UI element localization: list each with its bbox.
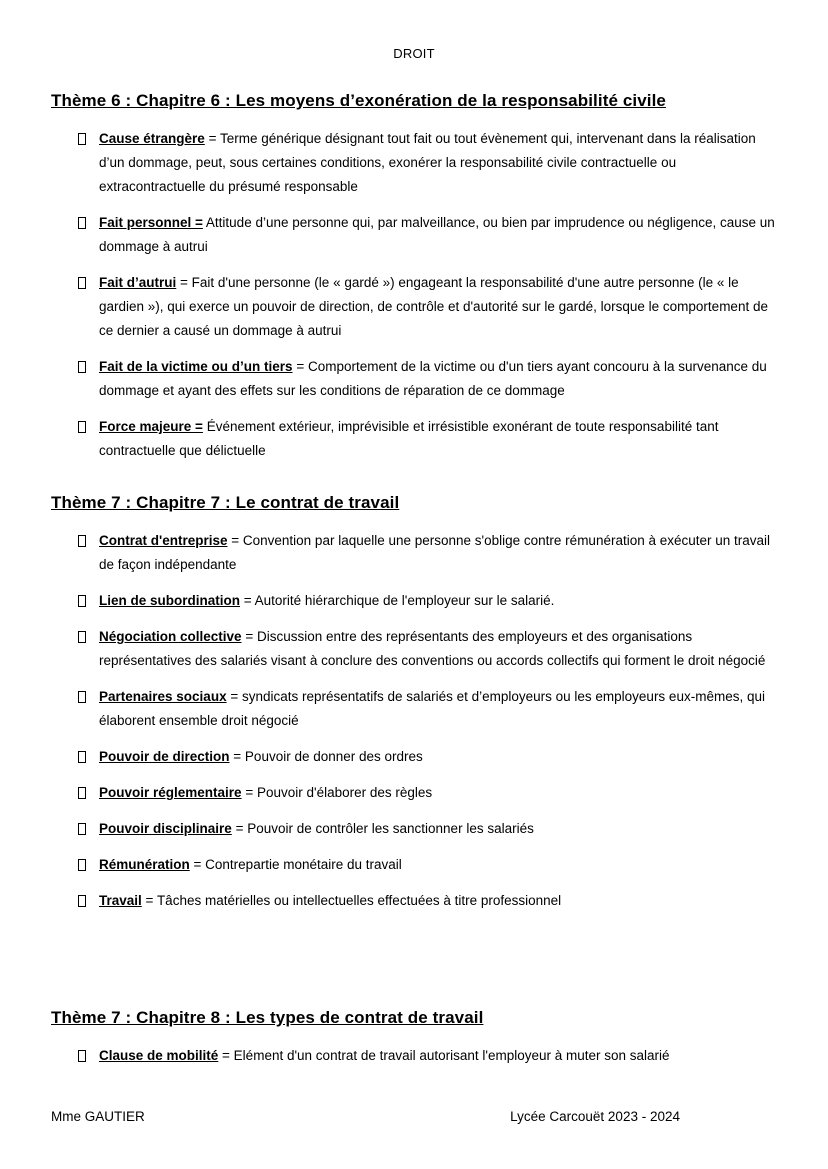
definition: = Fait d'une personne (le « gardé ») engageant la responsabilité d'une autre personne (le « le gardien »), qui exerce un pouvoir de direction, de contrôle et d'autorité sur le gardé, lorsque le comportement de ce dernier a causé un dommage à autrui xyxy=(99,275,768,338)
term: Rémunération xyxy=(99,857,190,872)
tofu-bullet-icon xyxy=(78,361,86,373)
definition: = Contrepartie monétaire du travail xyxy=(193,857,402,872)
document-section xyxy=(51,493,777,913)
definition-item xyxy=(51,127,777,199)
definition: = Pouvoir de contrôler les sanctionner les salariés xyxy=(235,821,534,836)
tofu-bullet-icon xyxy=(78,535,86,547)
section-heading: Thème 7 : Chapitre 7 : Le contrat de travail xyxy=(51,493,400,512)
definition-item xyxy=(51,271,777,343)
tofu-bullet-icon xyxy=(78,823,86,835)
tofu-bullet-icon xyxy=(78,691,86,703)
term: Fait d’autrui xyxy=(99,275,177,290)
definition: = Convention par laquelle une personne s'oblige contre rémunération à exécuter un travail de façon indépendante xyxy=(99,533,771,572)
term: Cause étrangère xyxy=(99,131,205,146)
term: Force majeure = xyxy=(99,419,203,434)
tofu-bullet-icon xyxy=(78,751,86,763)
definition-item xyxy=(51,745,777,769)
definition-item xyxy=(51,211,777,259)
definition-item xyxy=(51,817,777,841)
term: Fait personnel = xyxy=(99,215,203,230)
definition-item xyxy=(51,781,777,805)
footer-author: Mme GAUTIER xyxy=(51,1109,145,1124)
term: Clause de mobilité xyxy=(99,1048,219,1063)
document-footer xyxy=(51,1109,777,1124)
tofu-bullet-icon xyxy=(78,277,86,289)
document-section xyxy=(51,91,777,463)
definition-item xyxy=(51,589,777,613)
definition-item xyxy=(51,853,777,877)
term: Pouvoir réglementaire xyxy=(99,785,242,800)
definition: = Elément d'un contrat de travail autorisant l'employeur à muter son salarié xyxy=(222,1048,670,1063)
footer-school-year: Lycée Carcouët 2023 - 2024 xyxy=(510,1109,680,1124)
definition-item xyxy=(51,415,777,463)
term: Partenaires sociaux xyxy=(99,689,227,704)
tofu-bullet-icon xyxy=(78,217,86,229)
definition-list xyxy=(51,1044,777,1068)
definition-list xyxy=(51,529,777,913)
definition: = Discussion entre des représentants des employeurs et des organisations représentatives des salariés visant à conclure des conventions ou accords collectifs qui forment le droit négocié xyxy=(99,629,766,668)
section-heading: Thème 7 : Chapitre 8 : Les types de contrat de travail xyxy=(51,1008,484,1027)
definition: Événement extérieur, imprévisible et irrésistible exonérant de toute responsabilité tant contractuelle que délictuelle xyxy=(99,419,719,458)
definition-item xyxy=(51,685,777,733)
definition-item xyxy=(51,529,777,577)
definition-item xyxy=(51,1044,777,1068)
document-body xyxy=(51,61,777,1080)
definition-item xyxy=(51,889,777,913)
definition: = Autorité hiérarchique de l'employeur sur le salarié. xyxy=(243,593,555,608)
term: Contrat d'entreprise xyxy=(99,533,228,548)
tofu-bullet-icon xyxy=(78,859,86,871)
document-title: DROIT xyxy=(393,46,435,61)
tofu-bullet-icon xyxy=(78,595,86,607)
definition: = Pouvoir d'élaborer des règles xyxy=(245,785,433,800)
tofu-bullet-icon xyxy=(78,787,86,799)
term: Fait de la victime ou d’un tiers xyxy=(99,359,293,374)
tofu-bullet-icon xyxy=(78,133,86,145)
definition: = syndicats représentatifs de salariés et d’employeurs ou les employeurs eux-mêmes, qui élaborent ensemble droit négocié xyxy=(99,689,765,728)
definition-item xyxy=(51,355,777,403)
term: Travail xyxy=(99,893,142,908)
section-heading: Thème 6 : Chapitre 6 : Les moyens d’exonération de la responsabilité civile xyxy=(51,91,666,110)
term: Pouvoir disciplinaire xyxy=(99,821,232,836)
tofu-bullet-icon xyxy=(78,421,86,433)
tofu-bullet-icon xyxy=(78,1050,86,1062)
term: Négociation collective xyxy=(99,629,242,644)
definition: Attitude d’une personne qui, par malveillance, ou bien par imprudence ou négligence, cause un dommage à autrui xyxy=(99,215,775,254)
definition: = Pouvoir de donner des ordres xyxy=(233,749,423,764)
tofu-bullet-icon xyxy=(78,631,86,643)
term: Lien de subordination xyxy=(99,593,240,608)
definition: = Terme générique désignant tout fait ou tout évènement qui, intervenant dans la réalisation d’un dommage, peut, sous certaines conditions, exonérer la responsabilité civile contractuelle ou extracontractuelle du présumé responsable xyxy=(99,131,756,194)
term: Pouvoir de direction xyxy=(99,749,230,764)
definition-item xyxy=(51,625,777,673)
document-section xyxy=(51,1008,777,1068)
tofu-bullet-icon xyxy=(78,895,86,907)
definition: = Comportement de la victime ou d'un tiers ayant concouru à la survenance du dommage et ayant des effets sur les conditions de réparation de ce dommage xyxy=(99,359,767,398)
definition: = Tâches matérielles ou intellectuelles effectuées à titre professionnel xyxy=(145,893,562,908)
definition-list xyxy=(51,127,777,463)
